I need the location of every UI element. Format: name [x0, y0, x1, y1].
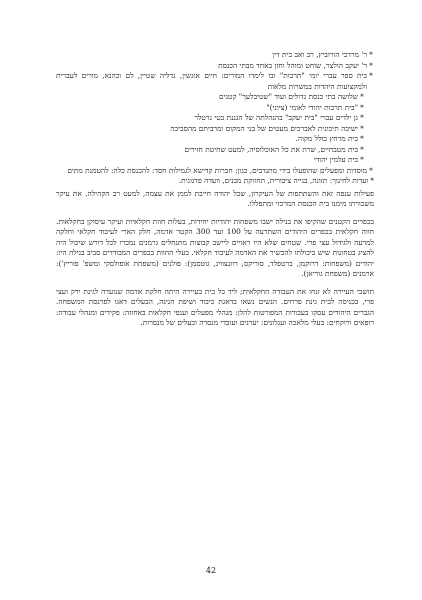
page-body [56, 50, 374, 329]
list-item [56, 113, 374, 124]
list-item [56, 61, 374, 72]
list-item [56, 124, 374, 135]
list-item-text: ר' מרדכי הורוביץ, רב ואב בית דין [272, 50, 367, 59]
list-item [56, 176, 374, 187]
list-item-text: ועדות לחינוך: תזונה, בנייה ציבורית, תחזוקת מבנים, וועדה פדגוגית. [178, 176, 369, 185]
bullet-mark: * [370, 176, 374, 185]
list-item-text: שלושה בתי כנסת גדולים ועוד "שטיבלעך" קטנים [219, 92, 358, 101]
list-item [56, 92, 374, 103]
list-item-text: מוסדות ומפעלים שהופעלו בידי מתנדבים, כגון: חברות קדישא לגמילות חסד: להכנסת כלה: להטמנת מתים [67, 165, 367, 175]
bullet-mark: * [360, 123, 364, 133]
paragraph-town-residents: תושבי העיירה לא זנחו את העבודה החקלאית; ליד כל בית בעיירה היתה חלקת אדמה שנועדה לגינת ירק ועצי פרי, בכניסה לבית גינת פרחים. הנשים נשאו בדאגת כיבוד ושיפת הגינה, הבעלים דאגו לפרנסת המשפחה. הגברים היהודים עסקו בעבודות המפורטות להלן: מנהלי מפעלים וענפי חקלאות באחוזה: פקידים ומנהלי עבודה: רופאים ורוקחים: בעלי מלאכה ועגלונים: יערנים ועובדי מנסרה ובעלים של מנסרות. [56, 286, 374, 327]
list-item [56, 50, 374, 61]
list-item-text: בית ספר עברי יומי "תרבות" ובו לימדו המורים: חיים אוגשין, גדליה שטיין, לם וכהנא, מורים לעברית ולמקצועות היהדות במשרות מלאות [56, 71, 367, 91]
bullet-mark: * [360, 113, 364, 122]
list-item-text: בית מטבחיים, שרת את כל האוכלוסיה, למעט שחיטת חזירים [184, 144, 358, 154]
list-item-text: "בית תרבות יהודי לאומי (ציוני)" [266, 102, 358, 112]
bullet-mark: * [369, 165, 373, 175]
bullet-mark: * [360, 102, 364, 112]
paragraph-funding: פעילות ענפה זאת והשתתפות של העיקרון, שכל יהודה חייבת לממן את עצמה, למעט רב הקהילה. את עיקר משכורתו מימנו בית הכנסת המרכזי ומתפללו. [56, 188, 374, 208]
bullet-mark: * [360, 134, 364, 143]
list-item [56, 134, 374, 145]
list-item-text: ר' יעקב הולצר, שוחט ומוהל וחזן באחד מבתי הכנסת [218, 60, 367, 70]
list-item [56, 145, 374, 156]
list-item-text: בית מרחץ כולל מקוה. [295, 134, 358, 143]
list-item [56, 71, 374, 92]
paragraph-villages: בכפרים הקטנים שהקיפו את בנילה ישבו משפחות יהודיות יחידות, בעלות חוות חקלאיות ועיקר עיסוקן בחקלאות. חווה חקלאית בכפרים היהודים השתרעה על 100 ועד 300 הקטר אדמה, חלק הארי לעיבוד חקלאי וחלקה למרעה ולגידול עצי פרי. שטחים שלא היו ראויים ליישב קבוצות מתנחלים גרמנים נמכרו לכל דורש שיכול היה להציג בטחונות שיש ביכולתו להכשיר את האדמה לעיבוד חקלאי. בעלי החוות בכפרים המבודדים סביב בנילה היו: יהודים (משפחות: דרוקמן, ברטפלד, סוריקס, רוזנצוויג, גוטסמן): פולנים (משפחת אופולסקי ומשפ' פוריץ'): ארמנים (משפחת גוריאן). [56, 216, 374, 278]
list-item-text: ישיבה תיכונית לאברכים מעטים של בני המקום ומרביתם מהסביבה [170, 123, 358, 133]
community-list [56, 50, 374, 187]
list-item [56, 103, 374, 114]
bullet-mark: * [360, 155, 364, 164]
bullet-mark: * [369, 50, 373, 59]
page-number: 42 [205, 566, 217, 575]
bullet-mark: * [369, 60, 373, 70]
bullet-mark: * [369, 71, 373, 80]
list-item-text: גן ילדים עברי "בית יעקב" בהנהלתה של הגננת בטי גרטלר [194, 113, 358, 122]
bullet-mark: * [360, 92, 364, 101]
bullet-mark: * [360, 144, 364, 154]
list-item-text: בית עלמין יהודי [313, 155, 358, 164]
list-item [56, 166, 374, 177]
list-item [56, 155, 374, 166]
